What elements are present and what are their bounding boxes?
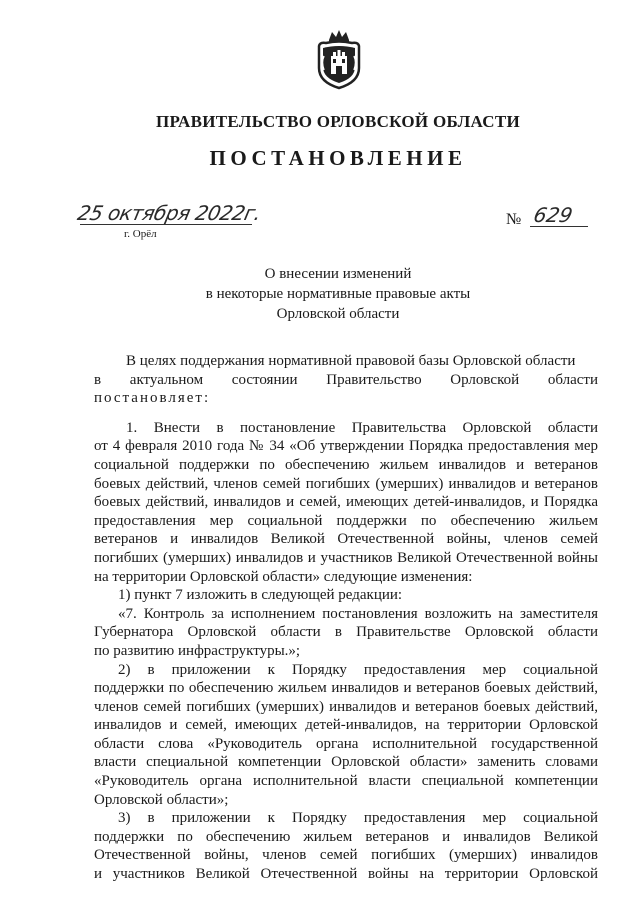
- subitem1-quote-line: по развитию инфраструктуры.»;: [94, 642, 301, 659]
- item1-line: на территории Орловской области» следующие изменения:: [94, 568, 473, 585]
- subitem3-line: поддержки по обеспечению жильем ветеранов и инвалидов Великой: [94, 828, 598, 845]
- government-title: ПРАВИТЕЛЬСТВО ОРЛОВСКОЙ ОБЛАСТИ: [155, 112, 521, 131]
- handwritten-date: 25 октября 2022г.: [75, 201, 264, 225]
- item1-line: погибших (умерших) инвалидов и участников Великой Отечественной войны: [94, 549, 598, 566]
- subitem2-line: Орловской области»;: [94, 791, 229, 808]
- subject-line: Орловской области: [276, 306, 400, 322]
- item1-line: боевых действий, членов семей погибших (умерших) инвалидов и ветеранов: [94, 475, 598, 492]
- subitem3-line: и участников Великой Отечественной войны на территории Орловской: [94, 866, 598, 883]
- preamble-line: в актуальном состоянии Правительство Орловской области: [94, 371, 598, 388]
- subitem3-line: Отечественной войны, членов семей погибших (умерших) инвалидов: [94, 847, 598, 864]
- item1-line: социальной поддержки по обеспечению жильем инвалидов и ветеранов: [94, 456, 598, 473]
- item1-line: предоставления мер социальной поддержки по обеспечению жильем: [94, 512, 598, 529]
- subitem2-line: инвалидов и семей, имеющих детей-инвалидов, на территории Орловской: [94, 717, 598, 734]
- subitem1-intro: 1) пункт 7 изложить в следующей редакции:: [118, 587, 403, 604]
- handwritten-document-number: 629: [531, 203, 575, 227]
- subitem3-line: 3) в приложении к Порядку предоставления мер социальной: [118, 810, 598, 827]
- number-sign: №: [506, 211, 522, 228]
- subject-line: в некоторые нормативные правовые акты: [205, 286, 471, 302]
- item1-line: боевых действий, инвалидов и семей, имеющих детей-инвалидов, и Порядка: [94, 494, 598, 511]
- document-type-title: ПОСТАНОВЛЕНИЕ: [209, 146, 467, 170]
- subitem2-line: области слова «Руководитель органа исполнительной государственной: [94, 735, 598, 752]
- preamble-line: постановляет:: [94, 390, 211, 407]
- subitem2-line: членов семей погибших (умерших) инвалидов и ветеранов боевых действий,: [94, 698, 598, 715]
- subject-line: О внесении изменений: [264, 266, 412, 282]
- preamble-line: В целях поддержания нормативной правовой базы Орловской области: [126, 353, 576, 369]
- subitem1-quote-line: Губернатора Орловской области в Правительстве Орловской области: [94, 624, 598, 641]
- number-underline: [530, 226, 588, 227]
- subitem2-line: власти специальной компетенции Орловской области» заменить словами: [94, 754, 598, 771]
- item1-line: ветеранов и инвалидов Великой Отечественной войны, членов семей: [94, 531, 598, 548]
- city-label: г. Орёл: [124, 228, 157, 240]
- item1-line: 1. Внести в постановление Правительства Орловской области: [126, 419, 598, 436]
- document-body: [94, 352, 598, 884]
- document-subject: [180, 264, 496, 324]
- coat-of-arms-emblem: [314, 26, 364, 90]
- subitem2-line: «Руководитель органа исполнительной власти специальной компетенции: [94, 773, 598, 790]
- subitem2-line: 2) в приложении к Порядку предоставления мер социальной: [118, 661, 598, 678]
- subitem1-quote-line: «7. Контроль за исполнением постановления возложить на заместителя: [118, 605, 598, 622]
- item1-line: от 4 февраля 2010 года № 34 «Об утверждении Порядка предоставления мер: [94, 438, 598, 455]
- date-underline: [80, 224, 252, 225]
- subitem2-line: поддержки по обеспечению жильем инвалидов и ветеранов боевых действий,: [94, 680, 598, 697]
